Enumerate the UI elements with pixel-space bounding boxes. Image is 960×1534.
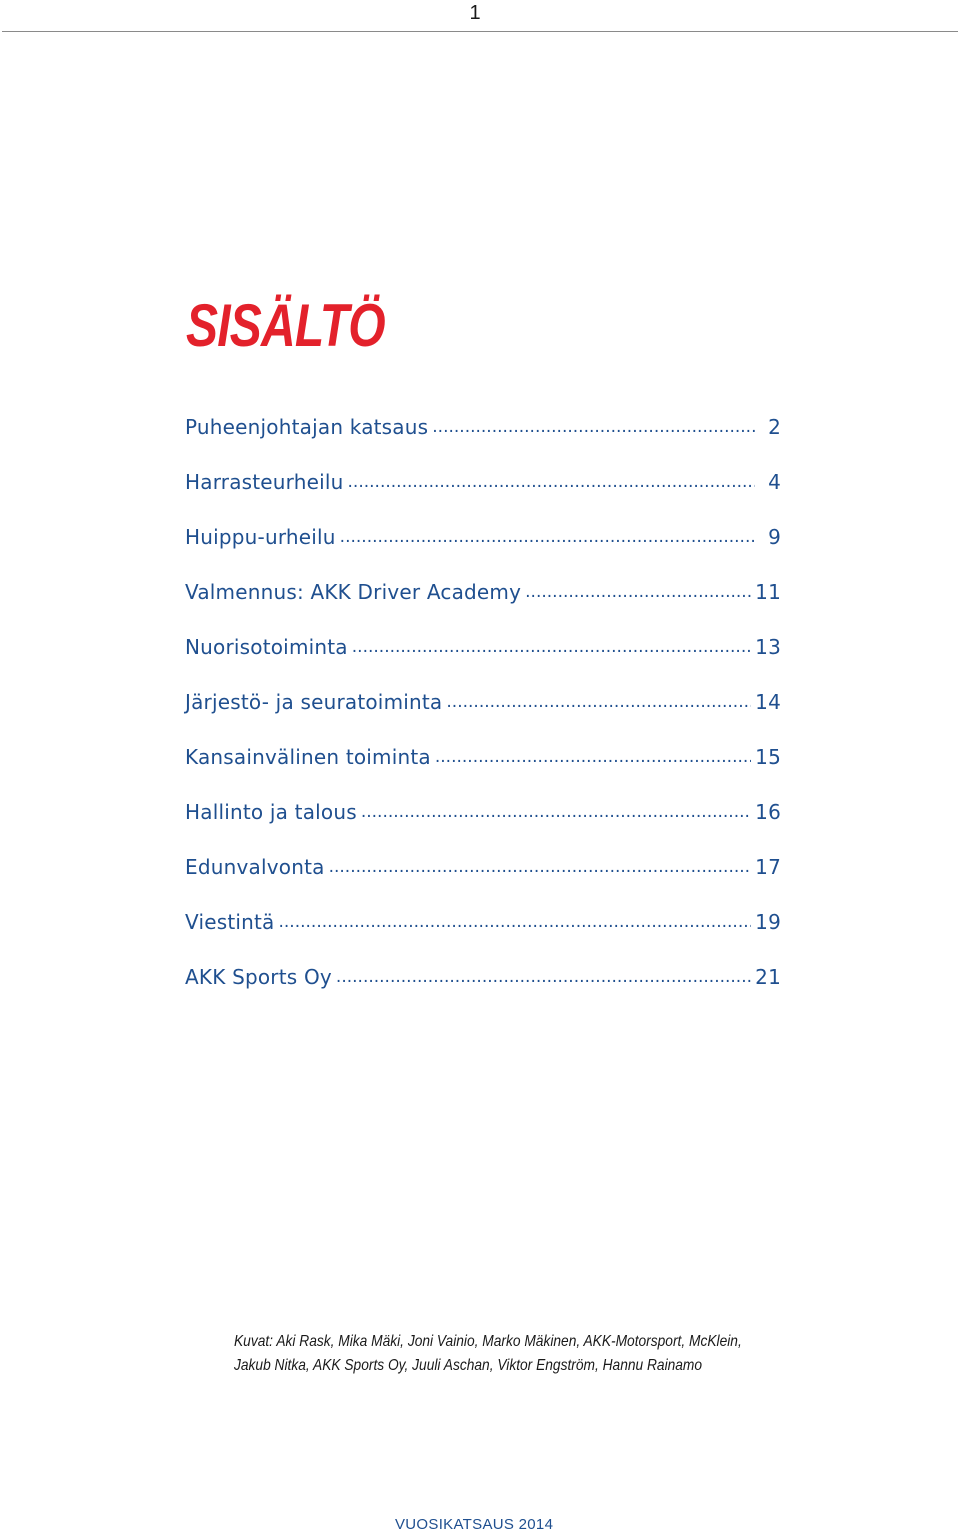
toc-entry-label: Harrasteurheilu	[185, 470, 344, 494]
toc-entry-label: Edunvalvonta	[185, 855, 325, 879]
page-number: 1	[469, 2, 481, 24]
toc-entry-page: 14	[755, 690, 781, 714]
toc-entry-valmennus[interactable]	[185, 575, 781, 630]
toc-entry-page: 4	[768, 470, 781, 494]
toc-entry-huippu-urheilu[interactable]	[185, 520, 781, 575]
dot-leader	[352, 630, 751, 664]
dot-leader	[279, 905, 752, 939]
toc-entry-viestinta[interactable]	[185, 905, 781, 960]
toc-entry-page: 16	[755, 800, 781, 824]
toc-entry-page: 2	[768, 415, 781, 439]
dot-leader	[446, 685, 751, 719]
dot-leader	[348, 465, 755, 499]
dot-leader	[329, 850, 752, 884]
toc-entry-page: 19	[755, 910, 781, 934]
toc-entry-page: 13	[755, 635, 781, 659]
photo-credits-line-2: Jakub Nitka, AKK Sports Oy, Juuli Aschan, Viktor Engström, Hannu Rainamo	[234, 1357, 703, 1374]
toc-entry-page: 9	[768, 525, 781, 549]
toc-entry-page: 17	[755, 855, 781, 879]
toc-entry-nuorisotoiminta[interactable]	[185, 630, 781, 685]
toc-entry-label: Nuorisotoiminta	[185, 635, 348, 659]
toc-entry-label: Viestintä	[185, 910, 275, 934]
toc-entry-puheenjohtajan-katsaus[interactable]	[185, 410, 781, 465]
toc-entry-label: AKK Sports Oy	[185, 965, 332, 989]
toc-entry-page: 15	[755, 745, 781, 769]
toc-entry-edunvalvonta[interactable]	[185, 850, 781, 905]
toc-entry-page: 21	[755, 965, 781, 989]
page-title: SISÄLTÖ	[186, 292, 385, 359]
toc-entry-label: Puheenjohtajan katsaus	[185, 415, 429, 439]
toc-entry-page: 11	[755, 580, 781, 604]
photo-credits	[234, 1330, 750, 1378]
footer-publication-title: VUOSIKATSAUS 2014	[395, 1516, 554, 1533]
dot-leader	[432, 410, 755, 444]
dot-leader	[340, 520, 755, 554]
toc-entry-label: Hallinto ja talous	[185, 800, 357, 824]
toc-entry-label: Järjestö- ja seuratoiminta	[185, 690, 443, 714]
toc-entry-harrasteurheilu[interactable]	[185, 465, 781, 520]
toc-entry-jarjesto-ja-seuratoiminta[interactable]	[185, 685, 781, 740]
photo-credits-line-1: Kuvat: Aki Rask, Mika Mäki, Joni Vainio, Marko Mäkinen, AKK-Motorsport, McKlein,	[234, 1333, 742, 1350]
dot-leader	[336, 960, 751, 994]
table-of-contents	[185, 410, 781, 1015]
dot-leader	[525, 575, 751, 609]
dot-leader	[435, 740, 751, 774]
toc-entry-kansainvalinen-toiminta[interactable]	[185, 740, 781, 795]
header-divider	[2, 31, 958, 32]
toc-entry-label: Kansainvälinen toiminta	[185, 745, 431, 769]
dot-leader	[361, 795, 751, 829]
toc-entry-label: Valmennus: AKK Driver Academy	[185, 580, 522, 604]
toc-entry-hallinto-ja-talous[interactable]	[185, 795, 781, 850]
toc-entry-akk-sports-oy[interactable]	[185, 960, 781, 1015]
toc-entry-label: Huippu-urheilu	[185, 525, 336, 549]
